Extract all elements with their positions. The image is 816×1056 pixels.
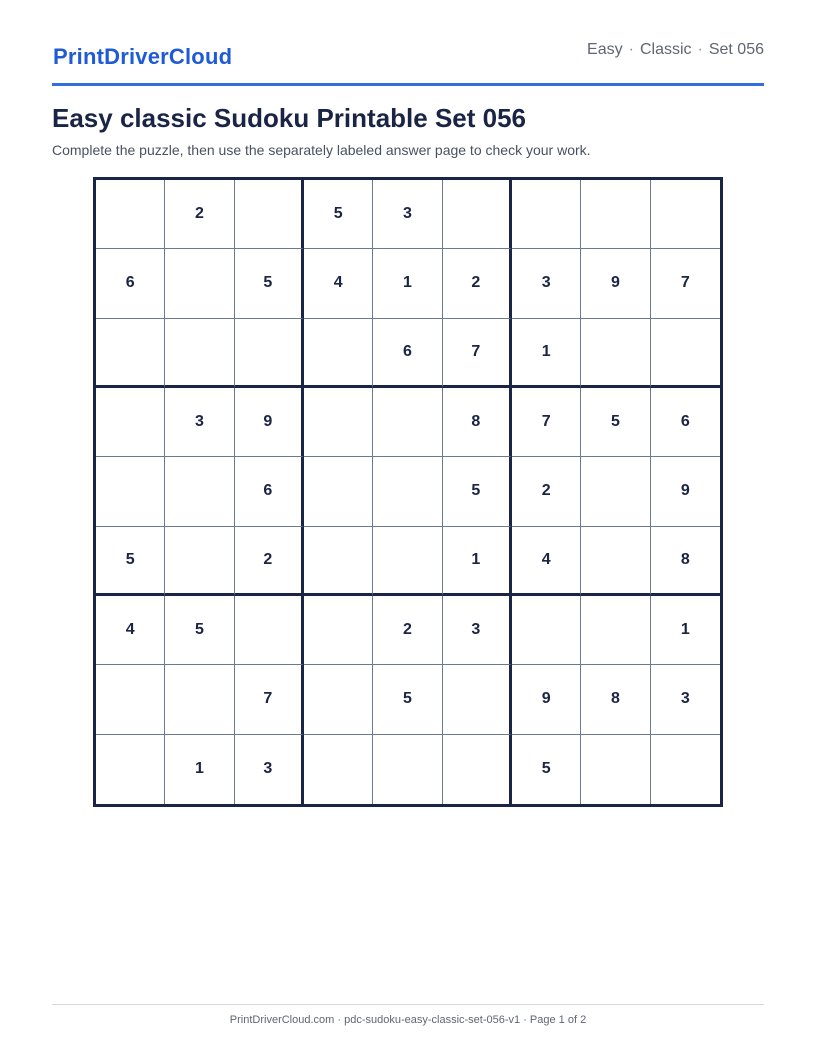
sudoku-cell-r3c9 (651, 319, 720, 388)
sudoku-cell-r5c8 (581, 457, 650, 526)
sudoku-cell-r1c1 (96, 180, 165, 249)
sudoku-cell-r8c2 (165, 665, 234, 734)
header-rule (52, 83, 764, 86)
sudoku-cell-r4c2: 3 (165, 388, 234, 457)
sudoku-cell-r4c3: 9 (235, 388, 304, 457)
page-title: Easy classic Sudoku Printable Set 056 (52, 103, 527, 133)
sudoku-cell-r6c2 (165, 527, 234, 596)
sudoku-cell-r7c2: 5 (165, 596, 234, 665)
sudoku-cell-r1c2: 2 (165, 180, 234, 249)
sudoku-cell-r8c1 (96, 665, 165, 734)
sudoku-cell-r8c9: 3 (651, 665, 720, 734)
sudoku-cell-r3c4 (304, 319, 373, 388)
difficulty-label: Easy (587, 41, 623, 58)
sudoku-cell-r9c5 (373, 735, 442, 804)
sudoku-cell-r6c9: 8 (651, 527, 720, 596)
sudoku-cell-r2c8: 9 (581, 249, 650, 318)
meta-separator: · (628, 41, 634, 58)
meta-separator: · (697, 41, 703, 58)
page-subtitle: Complete the puzzle, then use the separately labeled answer page to check your work. (52, 142, 591, 158)
sudoku-cell-r2c1: 6 (96, 249, 165, 318)
sudoku-cell-r5c6: 5 (443, 457, 512, 526)
sudoku-cell-r6c1: 5 (96, 527, 165, 596)
sudoku-cell-r2c7: 3 (512, 249, 581, 318)
sudoku-cell-r9c1 (96, 735, 165, 804)
sudoku-cell-r9c8 (581, 735, 650, 804)
sudoku-cell-r8c3: 7 (235, 665, 304, 734)
sudoku-cell-r4c8: 5 (581, 388, 650, 457)
sudoku-cell-r8c5: 5 (373, 665, 442, 734)
sudoku-cell-r5c7: 2 (512, 457, 581, 526)
sudoku-cell-r7c7 (512, 596, 581, 665)
set-label: Set 056 (708, 41, 764, 58)
sudoku-cell-r1c7 (512, 180, 581, 249)
sudoku-cell-r9c6 (443, 735, 512, 804)
sudoku-cell-r4c5 (373, 388, 442, 457)
sudoku-cell-r4c6: 8 (443, 388, 512, 457)
sudoku-cell-r1c4: 5 (304, 180, 373, 249)
sudoku-cell-r5c2 (165, 457, 234, 526)
brand-logo: PrintDriverCloud (53, 44, 233, 69)
sudoku-cell-r7c3 (235, 596, 304, 665)
sudoku-cell-r2c9: 7 (651, 249, 720, 318)
footer-rule (52, 1004, 764, 1005)
sudoku-cell-r3c3 (235, 319, 304, 388)
sudoku-cell-r3c5: 6 (373, 319, 442, 388)
sudoku-cell-r3c7: 1 (512, 319, 581, 388)
sudoku-cell-r1c9 (651, 180, 720, 249)
sudoku-cell-r2c3: 5 (235, 249, 304, 318)
sudoku-cell-r5c9: 9 (651, 457, 720, 526)
sudoku-grid (93, 177, 723, 807)
sudoku-cell-r9c9 (651, 735, 720, 804)
sudoku-cell-r3c8 (581, 319, 650, 388)
sudoku-cell-r8c4 (304, 665, 373, 734)
sudoku-cell-r1c5: 3 (373, 180, 442, 249)
sudoku-cell-r6c3: 2 (235, 527, 304, 596)
sudoku-cell-r6c8 (581, 527, 650, 596)
sudoku-cell-r9c2: 1 (165, 735, 234, 804)
sudoku-cell-r9c7: 5 (512, 735, 581, 804)
sudoku-cell-r6c5 (373, 527, 442, 596)
variant-label: Classic (639, 41, 692, 58)
sudoku-cell-r5c3: 6 (235, 457, 304, 526)
sudoku-cell-r3c6: 7 (443, 319, 512, 388)
sudoku-cell-r4c4 (304, 388, 373, 457)
sudoku-cell-r8c7: 9 (512, 665, 581, 734)
page-footer: PrintDriverCloud.com · pdc-sudoku-easy-classic-set-056-v1 · Page 1 of 2 (229, 1014, 587, 1026)
sudoku-cell-r6c6: 1 (443, 527, 512, 596)
sudoku-cell-r8c8: 8 (581, 665, 650, 734)
sudoku-cell-r9c3: 3 (235, 735, 304, 804)
sudoku-cell-r1c3 (235, 180, 304, 249)
sudoku-cell-r5c1 (96, 457, 165, 526)
sudoku-cell-r4c7: 7 (512, 388, 581, 457)
sudoku-cell-r1c6 (443, 180, 512, 249)
sudoku-cell-r4c1 (96, 388, 165, 457)
puzzle-meta (587, 41, 764, 59)
sudoku-cell-r5c4 (304, 457, 373, 526)
sudoku-cell-r2c6: 2 (443, 249, 512, 318)
sudoku-cell-r2c4: 4 (304, 249, 373, 318)
sudoku-cell-r7c5: 2 (373, 596, 442, 665)
sudoku-cell-r7c9: 1 (651, 596, 720, 665)
sudoku-cell-r7c4 (304, 596, 373, 665)
sudoku-cell-r7c1: 4 (96, 596, 165, 665)
sudoku-cell-r4c9: 6 (651, 388, 720, 457)
sudoku-cell-r5c5 (373, 457, 442, 526)
sudoku-cell-r8c6 (443, 665, 512, 734)
sudoku-cell-r1c8 (581, 180, 650, 249)
sudoku-cell-r7c8 (581, 596, 650, 665)
sudoku-cell-r2c5: 1 (373, 249, 442, 318)
sudoku-cell-r9c4 (304, 735, 373, 804)
sudoku-cell-r3c1 (96, 319, 165, 388)
sudoku-cell-r6c7: 4 (512, 527, 581, 596)
sudoku-cell-r3c2 (165, 319, 234, 388)
sudoku-cell-r7c6: 3 (443, 596, 512, 665)
sudoku-cell-r2c2 (165, 249, 234, 318)
sudoku-cell-r6c4 (304, 527, 373, 596)
